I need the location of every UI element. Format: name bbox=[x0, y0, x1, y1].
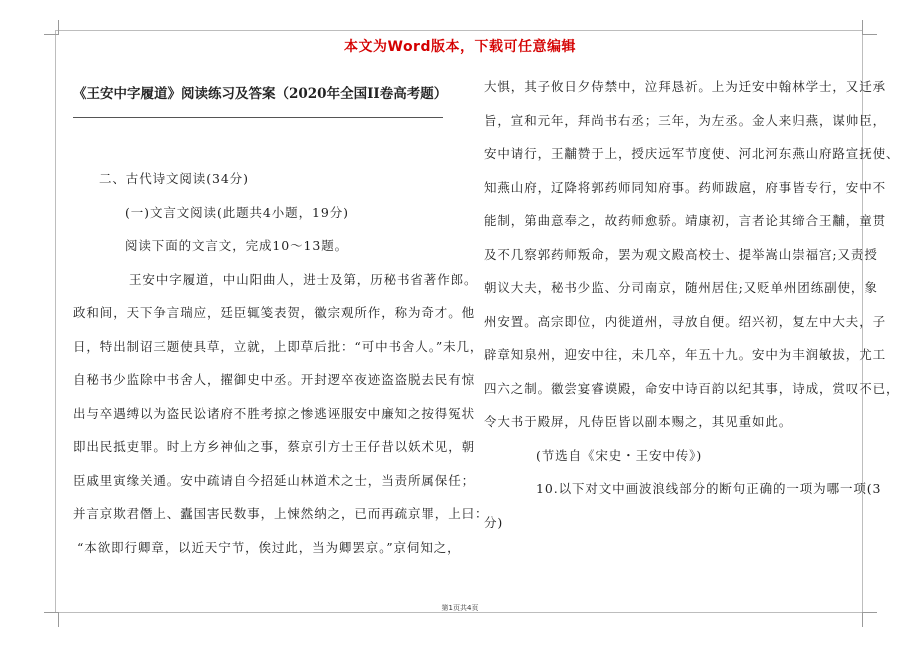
crop-mark-top-right bbox=[862, 20, 877, 35]
passage-part-2 bbox=[484, 70, 900, 439]
right-column bbox=[484, 70, 900, 539]
passage-line: 王安中字履道，中山阳曲人，进士及第，历秘书省著作郎。 bbox=[129, 271, 478, 287]
instruction-text: 阅读下面的文言文，完成10～13题。 bbox=[125, 238, 349, 253]
passage-line: 令大书于殿屏，凡侍臣皆以副本赐之，其见重如此。 bbox=[484, 414, 793, 429]
passage-line: 出与卒遇缚以为盗民讼诸府不胜考掠之惨逃诬服安中廉知之按得冤状 bbox=[73, 405, 476, 421]
document-title: 《王安中字履道》阅读练习及答案（2020年全国II卷高考题） bbox=[73, 86, 448, 102]
passage-line: 政和间，天下争言瑞应，廷臣辄笺表贺，徽宗观所作，称为奇才。他 bbox=[73, 305, 476, 320]
crop-mark-bottom-left bbox=[44, 612, 59, 627]
passage-line: 安中请行，王黼赞于上，授庆远军节度使、河北河东燕山府路宣抚使、 bbox=[484, 146, 900, 161]
source-citation: (节选自《宋史・王安中传》) bbox=[536, 447, 703, 463]
passage-line: 旨，宣和元年，拜尚书右丞；三年，为左丞。金人来归燕，谋帅臣， bbox=[484, 112, 887, 128]
passage-line: 及不几察郭药师叛命，罢为观文殿高校士、提举嵩山崇福宫;又责授 bbox=[484, 246, 878, 262]
passage-line: 并言京欺君僭上、蠹国害民数事，上悚然纳之，已而再疏京罪，上曰： bbox=[73, 506, 489, 521]
left-column bbox=[73, 162, 489, 564]
page-number-footer: 第1页共4页 bbox=[441, 604, 479, 612]
passage-line: 知燕山府，辽降将郭药师同知府事。药师跋扈，府事皆专行，安中不 bbox=[484, 179, 887, 195]
editable-banner: 本文为Word版本，下载可任意编辑 bbox=[344, 39, 576, 55]
passage-line: 朝议大夫，秘书少监、分司南京，随州居住;又贬单州团练副使，象 bbox=[484, 280, 878, 295]
question-10: 10.以下对文中画波浪线部分的断句正确的一项为哪一项(3 分) bbox=[484, 481, 882, 530]
passage-line: “本欲即行卿章，以近天宁节，俟过此，当为卿罢京。”京伺知之， bbox=[77, 539, 461, 555]
passage-line: 大惧，其子攸日夕侍禁中，泣拜恳祈。上为迁安中翰林学士，又迁承 bbox=[484, 79, 887, 94]
passage-line: 四六之制。徽尝宴睿谟殿，命安中诗百韵以纪其事，诗成，赏叹不已， bbox=[484, 380, 900, 396]
subsection-heading: (一)文言文阅读(此题共4小题，19分) bbox=[125, 204, 349, 220]
crop-mark-top-left bbox=[44, 20, 59, 35]
passage-part-1 bbox=[73, 263, 489, 565]
section-heading: 二、古代诗文阅读(34分) bbox=[99, 171, 249, 186]
passage-line: 辟章知泉州，迎安中往，未几卒，年五十九。安中为丰润敏拔，尤工 bbox=[484, 347, 887, 362]
passage-line: 日，特出制诏三题使具草，立就，上即草后批：“可中书舍人。”未几， bbox=[73, 338, 484, 354]
passage-line: 能制，第曲意奉之，故药师愈骄。靖康初，言者论其缔合王黼，童贯 bbox=[484, 213, 887, 228]
passage-line: 自秘书少监除中书舍人，擢御史中丞。开封逻卒夜迹盗盗脱去民有惊 bbox=[73, 372, 476, 387]
passage-line: 州安置。高宗即位，内徙道州，寻放自便。绍兴初，复左中大夫，子 bbox=[484, 313, 887, 329]
title-underline bbox=[73, 117, 443, 118]
passage-line: 即出民抵吏罪。时上方乡神仙之事，蔡京引方士王仔昔以妖术见，朝 bbox=[73, 439, 476, 454]
crop-mark-bottom-right bbox=[862, 612, 877, 627]
passage-line: 臣戚里寅缘关通。安中疏请自今招延山林道术之士，当责所属保任； bbox=[73, 472, 476, 488]
